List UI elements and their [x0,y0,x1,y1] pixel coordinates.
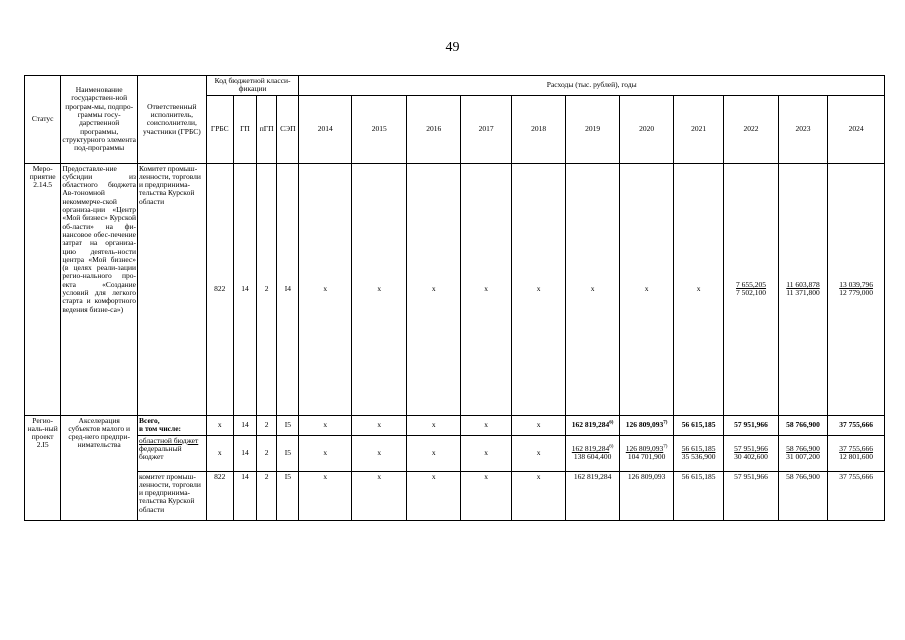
value-federal: 12 779,000 [839,288,873,298]
cell-pgp: 2 [257,471,277,520]
cell-sep: I5 [277,471,299,520]
cell-value: x [460,471,511,520]
cell-pgp: 2 [257,163,277,415]
cell-pgp: 2 [257,435,277,471]
cell-grbs: 822 [206,471,233,520]
cell-value-2021: 56 615,185 35 536,900 [673,435,723,471]
cell-value: x [407,435,460,471]
cell-value: x [512,163,565,415]
row-budget-label: областной бюджет федеральный бюджет [138,435,207,471]
value-federal: 7 502,100 [736,288,767,298]
cell-grbs: 822 [206,163,233,415]
cell-value-2022: 57 951,966 30 402,600 [724,435,778,471]
value-total: 11 603,878 [786,279,820,289]
row-committee-label: комитет промыш-ленности, торговли и предпринима-тельства Курской области [138,471,207,520]
cell-value: x [565,163,619,415]
header-year: 2020 [620,95,673,163]
cell-value: x [299,435,351,471]
header-status: Статус [25,76,61,164]
header-gp: ГП [233,95,256,163]
cell-value: x [673,163,723,415]
cell-value-2022 [724,163,778,415]
cell-grbs: x [206,415,233,435]
header-sep: СЭП [277,95,299,163]
header-year: 2021 [673,95,723,163]
cell-value-2022: 57 951,966 [724,415,778,435]
row-name: Предоставле-ние субсидии из областного бюджета Ав-тономной некоммерче-ской организа-ции «Центр «Мой бизнес» Курской об-ласти» на фи-нансовое обес-печение затрат на организа-цию деятель-ности центра «Мой бизнес» (в целях реали-зации регио-нального про-екта «Создание условий для легкого старта и комфортного ведения бизне-са») [61,163,138,415]
cell-value-2021: 56 615,185 [673,471,723,520]
cell-value: x [620,163,673,415]
header-budget-code: Код бюджетной класси-фикации [206,76,299,96]
cell-value-2023: 58 766,900 31 007,200 [778,435,827,471]
row-executor: Комитет промыш-ленности, торговли и предпринима-тельства Курской области [138,163,207,415]
cell-value-2024 [828,163,885,415]
cell-value-2021: 56 615,185 [673,415,723,435]
table-row [25,471,885,520]
header-year: 2019 [565,95,619,163]
cell-value: x [351,471,407,520]
table-row [25,163,885,415]
header-year: 2015 [351,95,407,163]
cell-value: x [299,163,351,415]
row-status: Регио-наль-ный проект 2.I5 [25,415,61,520]
page-number: 49 [445,40,460,55]
header-year: 2024 [828,95,885,163]
value-total: 13 039,796 [839,279,873,289]
row-name: Акселерация субъектов малого и сред-него предпри-нимательства [61,415,138,520]
header-year: 2017 [460,95,511,163]
cell-value-2022: 57 951,966 [724,471,778,520]
cell-gp: 14 [233,415,256,435]
cell-value: x [407,471,460,520]
value-total: 7 655,205 [736,279,767,289]
cell-value: x [512,471,565,520]
cell-value: x [299,415,351,435]
cell-value-2020: 126 809,093 [620,471,673,520]
cell-value-2023: 58 766,900 [778,415,827,435]
cell-gp: 14 [233,163,256,415]
table-row [25,415,885,435]
cell-value: x [460,163,511,415]
header-executor: Ответственный исполнитель, соисполнители, участники (ГРБС) [138,76,207,164]
cell-value-2023 [778,163,827,415]
cell-value-2019: 162 819,284 [565,471,619,520]
cell-pgp: 2 [257,415,277,435]
cell-value: x [351,435,407,471]
cell-value-2024: 37 755,666 [828,471,885,520]
cell-value-2019: 162 819,284$^{6)}$ [565,415,619,435]
cell-value-2020: 126 809,093$^{7)}$ [620,415,673,435]
cell-value: x [351,163,407,415]
cell-sep: I5 [277,435,299,471]
row-total-label: Всего, в том числе: [138,415,207,435]
header-year: 2014 [299,95,351,163]
header-year: 2016 [407,95,460,163]
header-year: 2023 [778,95,827,163]
cell-gp: 14 [233,471,256,520]
cell-value: x [460,415,511,435]
cell-value-2024: 37 755,666 [828,415,885,435]
cell-value: x [351,415,407,435]
cell-value-2023: 58 766,900 [778,471,827,520]
value-federal: 11 371,800 [786,288,820,298]
header-year: 2022 [724,95,778,163]
cell-value: x [407,415,460,435]
header-expenses: Расходы (тыс. рублей), годы [299,76,885,96]
cell-sep: I4 [277,163,299,415]
cell-value: x [299,471,351,520]
cell-value-2020: 126 809,093$^{7)}$ 104 701,900 [620,435,673,471]
cell-value-2024: 37 755,666 12 801,600 [828,435,885,471]
cell-value: x [512,435,565,471]
cell-value: x [512,415,565,435]
header-pgp: пГП [257,95,277,163]
header-name: Наименование государствен-ной програм-мы, подпро-граммы госу-дарственной программы, структурного элемента под-программы [61,76,138,164]
budget-table [24,75,885,521]
cell-grbs: x [206,435,233,471]
cell-value: x [460,435,511,471]
cell-gp: 14 [233,435,256,471]
cell-value: x [407,163,460,415]
table-row [25,435,885,471]
header-grbs: ГРБС [206,95,233,163]
row-status: Меро-приятие 2.14.5 [25,163,61,415]
cell-value-2019: 162 819,284$^{6)}$ 138 604,400 [565,435,619,471]
header-year: 2018 [512,95,565,163]
cell-sep: I5 [277,415,299,435]
